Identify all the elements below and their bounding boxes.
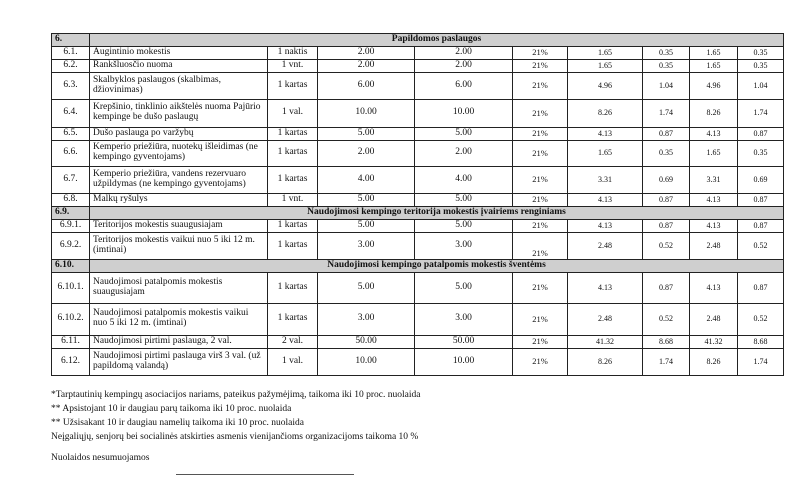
service-name: Kemperio priežiūra, nuotekų išleidimas (ne kempingo gyventojams) [90, 140, 268, 166]
vat-amount: 0.87 [738, 272, 784, 303]
price-without-vat: 8.26 [568, 348, 643, 375]
vat-amount: 1.74 [643, 99, 690, 127]
unit: 1 kartas [268, 232, 318, 259]
price-without-vat: 4.96 [690, 72, 738, 99]
price-without-vat: 4.13 [690, 219, 738, 232]
service-name: Naudojimosi pirtimi paslauga, 2 val. [90, 335, 268, 348]
price-without-vat: 4.96 [568, 72, 643, 99]
row-number: 6.10.2. [52, 303, 90, 335]
vat-rate: 21% [513, 303, 568, 335]
service-name: Malkų ryšulys [90, 193, 268, 206]
row-number: 6.3. [52, 72, 90, 99]
price: 2.00 [415, 59, 513, 72]
unit: 1 vnt. [268, 193, 318, 206]
price: 10.00 [415, 99, 513, 127]
price: 4.00 [318, 166, 415, 193]
price: 5.00 [318, 219, 415, 232]
price-without-vat: 2.48 [690, 303, 738, 335]
price-without-vat: 1.65 [690, 59, 738, 72]
service-name: Rankšluosčio nuoma [90, 59, 268, 72]
price: 5.00 [415, 272, 513, 303]
unit: 1 kartas [268, 127, 318, 140]
row-number: 6.8. [52, 193, 90, 206]
vat-rate: 21% [513, 72, 568, 99]
price-without-vat: 3.31 [690, 166, 738, 193]
vat-rate: 21% [513, 127, 568, 140]
vat-rate: 21% [513, 219, 568, 232]
service-name: Naudojimosi patalpomis mokestis suaugusiajam [90, 272, 268, 303]
vat-rate: 21% [513, 348, 568, 375]
price: 2.00 [415, 46, 513, 59]
vat-amount: 0.35 [738, 59, 784, 72]
table-row [52, 232, 784, 259]
price-without-vat: 8.26 [568, 99, 643, 127]
vat-rate: 21% [513, 232, 568, 259]
vat-amount: 0.69 [643, 166, 690, 193]
service-name: Teritorijos mokestis suaugusiajam [90, 219, 268, 232]
row-number: 6.7. [52, 166, 90, 193]
service-name: Teritorijos mokestis vaikui nuo 5 iki 12 m. (imtinai) [90, 232, 268, 259]
section-title: Naudojimosi kempingo teritorija mokestis įvairiems renginiams [90, 206, 784, 219]
no-discount-note: Nuolaidos nesumuojamos [51, 453, 150, 463]
unit: 1 kartas [268, 303, 318, 335]
unit: 1 kartas [268, 219, 318, 232]
footnote: *Tarptautinių kempingų asociacijos nariams, pateikus pažymėjimą, taikoma iki 10 proc. nuolaida [51, 390, 421, 400]
price: 5.00 [318, 193, 415, 206]
row-number: 6.5. [52, 127, 90, 140]
service-name: Naudojimosi pirtimi paslauga virš 3 val. (už papildomą valandą) [90, 348, 268, 375]
section-title: Naudojimosi kempingo patalpomis mokestis šventėms [90, 259, 784, 272]
vat-amount: 0.69 [738, 166, 784, 193]
price-without-vat: 1.65 [568, 46, 643, 59]
price-without-vat: 41.32 [568, 335, 643, 348]
vat-amount: 0.52 [643, 303, 690, 335]
table-row [52, 193, 784, 206]
service-name: Krepšinio, tinklinio aikštelės nuoma Pajūrio kempinge be dušo paslaugų [90, 99, 268, 127]
vat-amount: 1.74 [738, 348, 784, 375]
price: 5.00 [415, 193, 513, 206]
section-number: 6.9. [52, 206, 90, 219]
row-number: 6.9.1. [52, 219, 90, 232]
table-row [52, 335, 784, 348]
price-without-vat: 2.48 [690, 232, 738, 259]
section-row [52, 34, 784, 47]
vat-amount: 1.04 [738, 72, 784, 99]
row-number: 6.9.2. [52, 232, 90, 259]
row-number: 6.12. [52, 348, 90, 375]
vat-amount: 8.68 [738, 335, 784, 348]
price-without-vat: 4.13 [568, 272, 643, 303]
unit: 1 kartas [268, 140, 318, 166]
vat-rate: 21% [513, 272, 568, 303]
vat-amount: 0.87 [738, 219, 784, 232]
vat-rate: 21% [513, 166, 568, 193]
price: 50.00 [415, 335, 513, 348]
section-title: Papildomos paslaugos [90, 34, 784, 47]
table-row [52, 99, 784, 127]
unit: 1 kartas [268, 272, 318, 303]
price: 3.00 [318, 232, 415, 259]
vat-amount: 0.35 [643, 59, 690, 72]
price-without-vat: 1.65 [568, 59, 643, 72]
row-number: 6.2. [52, 59, 90, 72]
price-without-vat: 1.65 [690, 46, 738, 59]
footnotes [51, 388, 751, 444]
unit: 1 naktis [268, 46, 318, 59]
unit: 2 val. [268, 335, 318, 348]
price-without-vat: 4.13 [568, 127, 643, 140]
table-row [52, 272, 784, 303]
price-without-vat: 1.65 [568, 140, 643, 166]
price: 2.00 [318, 59, 415, 72]
price-without-vat: 4.13 [690, 193, 738, 206]
service-name: Augintinio mokestis [90, 46, 268, 59]
vat-amount: 0.35 [738, 140, 784, 166]
vat-amount: 0.52 [738, 232, 784, 259]
price-without-vat: 2.48 [568, 303, 643, 335]
price: 5.00 [318, 127, 415, 140]
price: 6.00 [318, 72, 415, 99]
price-without-vat: 4.13 [690, 272, 738, 303]
price-without-vat: 2.48 [568, 232, 643, 259]
price-without-vat: 4.13 [690, 127, 738, 140]
unit: 1 val. [268, 99, 318, 127]
vat-amount: 0.87 [643, 272, 690, 303]
footnote: ** Apsistojant 10 ir daugiau parų taikoma iki 10 proc. nuolaida [51, 404, 292, 414]
unit: 1 vnt. [268, 59, 318, 72]
table-row [52, 46, 784, 59]
vat-amount: 1.74 [643, 348, 690, 375]
unit: 1 kartas [268, 72, 318, 99]
row-number: 6.1. [52, 46, 90, 59]
service-name: Kemperio priežiūra, vandens rezervuaro užpildymas (ne kempingo gyventojams) [90, 166, 268, 193]
price: 3.00 [415, 232, 513, 259]
vat-rate: 21% [513, 59, 568, 72]
price: 2.00 [415, 140, 513, 166]
price: 2.00 [318, 46, 415, 59]
vat-amount: 8.68 [643, 335, 690, 348]
table-row [52, 166, 784, 193]
unit: 1 kartas [268, 166, 318, 193]
vat-amount: 0.87 [738, 127, 784, 140]
price-without-vat: 3.31 [568, 166, 643, 193]
price: 50.00 [318, 335, 415, 348]
vat-rate: 21% [513, 140, 568, 166]
section-row [52, 206, 784, 219]
footnote: Neįgaliųjų, senjorų bei socialinės atskirties asmenis vienijančioms organizacijoms taikoma 10 % [51, 432, 419, 442]
vat-amount: 0.87 [643, 193, 690, 206]
table-row [52, 140, 784, 166]
price: 3.00 [415, 303, 513, 335]
price: 3.00 [318, 303, 415, 335]
vat-rate: 21% [513, 193, 568, 206]
price-without-vat: 8.26 [690, 348, 738, 375]
vat-rate: 21% [513, 99, 568, 127]
price: 5.00 [415, 219, 513, 232]
price: 5.00 [318, 272, 415, 303]
service-name: Naudojimosi patalpomis mokestis vaikui nuo 5 iki 12 m. (imtinai) [90, 303, 268, 335]
vat-amount: 0.52 [643, 232, 690, 259]
price-without-vat: 4.13 [568, 193, 643, 206]
vat-amount: 0.35 [643, 140, 690, 166]
table-row [52, 219, 784, 232]
row-number: 6.4. [52, 99, 90, 127]
price: 6.00 [415, 72, 513, 99]
table-row [52, 72, 784, 99]
vat-amount: 0.87 [643, 127, 690, 140]
vat-amount: 0.52 [738, 303, 784, 335]
price: 4.00 [415, 166, 513, 193]
price: 10.00 [318, 99, 415, 127]
price-without-vat: 41.32 [690, 335, 738, 348]
vat-amount: 0.35 [643, 46, 690, 59]
vat-rate: 21% [513, 335, 568, 348]
price: 10.00 [415, 348, 513, 375]
price-without-vat: 1.65 [690, 140, 738, 166]
row-number: 6.6. [52, 140, 90, 166]
vat-amount: 1.04 [643, 72, 690, 99]
table-row [52, 303, 784, 335]
price: 5.00 [415, 127, 513, 140]
section-number: 6. [52, 34, 90, 47]
signature-line [176, 474, 354, 475]
footnote: ** Užsisakant 10 ir daugiau namelių taikoma iki 10 proc. nuolaida [51, 418, 305, 428]
price-without-vat: 8.26 [690, 99, 738, 127]
price-without-vat: 4.13 [568, 219, 643, 232]
price: 10.00 [318, 348, 415, 375]
table-row [52, 348, 784, 375]
service-name: Skalbyklos paslaugos (skalbimas, džiovinimas) [90, 72, 268, 99]
table-row [52, 127, 784, 140]
vat-amount: 0.87 [643, 219, 690, 232]
row-number: 6.10.1. [52, 272, 90, 303]
price: 2.00 [318, 140, 415, 166]
vat-rate: 21% [513, 46, 568, 59]
vat-amount: 1.74 [738, 99, 784, 127]
vat-amount: 0.87 [738, 193, 784, 206]
section-row [52, 259, 784, 272]
price-table [51, 33, 784, 376]
table-row [52, 59, 784, 72]
unit: 1 val. [268, 348, 318, 375]
vat-amount: 0.35 [738, 46, 784, 59]
service-name: Dušo paslauga po varžybų [90, 127, 268, 140]
row-number: 6.11. [52, 335, 90, 348]
section-number: 6.10. [52, 259, 90, 272]
